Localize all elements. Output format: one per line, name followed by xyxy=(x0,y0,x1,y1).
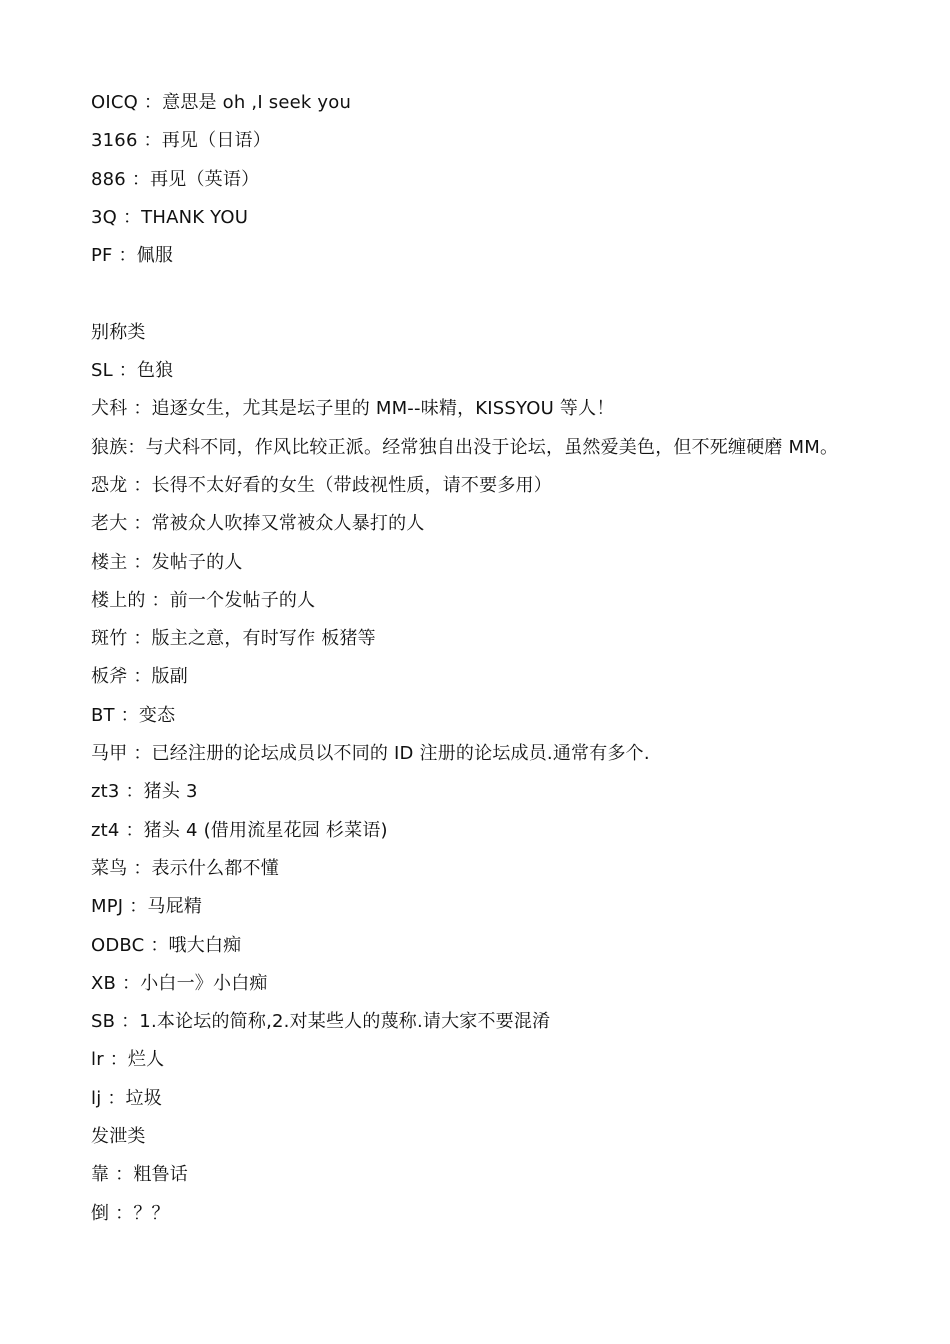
text-body xyxy=(91,88,931,1237)
text-line: 斑竹 ：版主之意，有时写作 板猪等 xyxy=(91,628,376,650)
text-line: zt4 ：猪头 4 (借用流星花园 杉菜语) xyxy=(91,819,388,841)
text-line: 老大 ：常被众人吹捧又常被众人暴打的人 xyxy=(91,513,425,535)
text-line: 3166 ：再见（日语） xyxy=(91,130,271,152)
section-heading: 发泄类 xyxy=(91,1126,146,1148)
blank-line xyxy=(91,279,931,317)
text-line: 犬科 ：追逐女生，尤其是坛子里的 MM--味精，KISSYOU 等人！ xyxy=(91,398,615,420)
text-line: 楼主 ：发帖子的人 xyxy=(91,551,243,573)
text-line: 恐龙 ：长得不太好看的女生（带歧视性质，请不要多用） xyxy=(91,474,552,496)
text-line: lj ：垃圾 xyxy=(91,1087,162,1109)
text-line: SB ：1.本论坛的简称,2.对某些人的蔑称.请大家不要混淆 xyxy=(91,1011,551,1033)
text-line: lr ：烂人 xyxy=(91,1049,165,1071)
section-heading: 别称类 xyxy=(91,321,146,343)
text-line: OICQ ：意思是 oh ,I seek you xyxy=(91,92,352,113)
text-line: BT ：变态 xyxy=(91,704,176,726)
text-line: SL ：色狼 xyxy=(91,360,174,382)
text-line: 靠 ：粗鲁话 xyxy=(91,1164,188,1186)
text-line: 3Q ：THANK YOU xyxy=(91,206,249,228)
text-line: 886 ：再见（英语） xyxy=(91,168,260,190)
text-line: 马甲 ：已经注册的论坛成员以不同的 ID 注册的论坛成员.通常有多个. xyxy=(91,743,650,765)
text-line: ODBC ：哦大白痴 xyxy=(91,934,242,956)
text-line: 倒 ：？？ xyxy=(91,1202,170,1224)
text-line: 板斧 ：版副 xyxy=(91,666,188,688)
text-line: 狼族：与犬科不同，作风比较正派。经常独自出没于论坛，虽然爱美色，但不死缠硬磨 MM。 xyxy=(91,436,839,458)
text-line: MPJ ：马屁精 xyxy=(91,896,203,918)
text-line: PF ：佩服 xyxy=(91,245,174,267)
text-line: 楼上的 ：前一个发帖子的人 xyxy=(91,589,316,611)
text-line: XB ：小白一》小白痴 xyxy=(91,972,268,994)
text-line: 菜鸟 ：表示什么都不懂 xyxy=(91,857,279,879)
text-line: zt3 ：猪头 3 xyxy=(91,781,198,803)
